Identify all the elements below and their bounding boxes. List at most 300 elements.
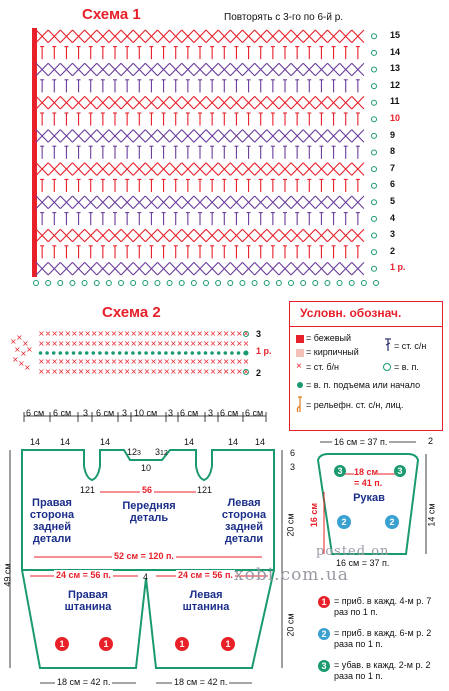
stitch (216, 281, 221, 286)
legend-ch-label: = в. п. (394, 362, 419, 372)
stitch (70, 281, 75, 286)
dim-top-7: 6 см (180, 408, 199, 418)
stitch (204, 281, 209, 286)
stitch (191, 351, 195, 355)
stitch (372, 183, 377, 188)
stitch: × (44, 339, 52, 348)
stitch (46, 281, 51, 286)
label-left-leg: Левая штанина (182, 589, 230, 613)
stitch (78, 351, 82, 355)
stitch (58, 281, 63, 286)
stitch: × (38, 329, 45, 338)
stitch (179, 281, 184, 286)
scheme1-row-2: 2 (390, 245, 396, 256)
stitch: × (229, 329, 237, 338)
scheme2-row-3: 3 (256, 329, 262, 339)
stitch: × (84, 357, 91, 366)
stitch: × (10, 337, 17, 346)
stitch (155, 281, 160, 286)
stitch: × (130, 357, 138, 366)
stitch: × (117, 357, 124, 366)
stitch: × (117, 339, 124, 348)
stitch: × (170, 329, 177, 338)
stitch: × (176, 339, 184, 348)
stitch (313, 281, 318, 286)
stitch (349, 281, 354, 286)
shape-num-121: 121 (80, 485, 96, 495)
sleeve-bottom-dim: 16 см = 37 п. (336, 558, 390, 568)
sleeve-mid-count: = 41 п. (354, 478, 383, 488)
stitch: × (18, 359, 25, 368)
stitch: × (137, 367, 144, 376)
stitch: × (64, 339, 72, 348)
stitch: × (20, 349, 27, 358)
stitch: × (236, 367, 243, 376)
stitch (171, 351, 175, 355)
stitch (372, 100, 377, 105)
stitch (45, 351, 49, 355)
leg-marker-1d: 1 (225, 639, 231, 649)
stitch: × (137, 339, 144, 348)
stitch: × (216, 367, 223, 376)
stitch: × (163, 357, 171, 366)
stitch: × (170, 357, 177, 366)
stitch: × (156, 329, 164, 338)
dim-bottom-right: 18 см = 42 п. (174, 677, 228, 687)
stitch: × (130, 339, 138, 348)
stitch: × (90, 367, 98, 376)
note-1: = приб. в кажд. 4-м р. 7 раз по 1 п. (334, 596, 432, 617)
label-right-back: Правая сторона задней детали (29, 497, 75, 545)
stitch: × (183, 329, 190, 338)
count-14-c: 14 (100, 437, 111, 447)
sleeve-side-2: 2 (428, 436, 434, 446)
label-left-back: Левая сторона задней детали (221, 497, 267, 545)
scheme1-row-14: 14 (390, 46, 401, 57)
stitch: × (189, 329, 197, 338)
stitch (372, 266, 377, 271)
sleeve-side-16: 16 см (309, 502, 320, 528)
stitch (244, 351, 249, 356)
stitch: × (242, 339, 250, 348)
stitch: × (38, 339, 45, 348)
dim-top-2: 3 (83, 408, 89, 418)
stitch: × (26, 345, 33, 354)
stitch: × (196, 367, 204, 376)
stitch (72, 351, 76, 355)
stitch: × (183, 367, 190, 376)
note-2: = приб. в кажд. 6-м р. 2 раза по 1 п. (334, 628, 432, 649)
stitch (252, 281, 257, 286)
stitch: × (236, 329, 243, 338)
stitch: × (143, 357, 151, 366)
sleeve-side-14: 14 см (426, 503, 437, 527)
dim-top-5: 10 см (134, 408, 158, 418)
stitch: × (170, 367, 177, 376)
dim-top-3: 6 см (96, 408, 115, 418)
stitch (224, 351, 228, 355)
stitch: × (222, 339, 230, 348)
stitch: × (189, 367, 197, 376)
stitch: × (51, 339, 58, 348)
stitch (237, 351, 241, 355)
stitch (372, 200, 377, 205)
stitch: × (110, 367, 118, 376)
stitch: × (97, 357, 105, 366)
stitch: × (110, 339, 118, 348)
stitch (337, 281, 342, 286)
dim-h20-bottom: 20 см (285, 613, 296, 637)
stitch: × (156, 367, 164, 376)
stitch (372, 250, 377, 255)
stitch: × (150, 339, 157, 348)
stitch: × (222, 329, 230, 338)
stitch (105, 351, 109, 355)
stitch (32, 28, 37, 277)
stitch: × (123, 357, 131, 366)
note-marker-3: 3 (318, 660, 330, 672)
dim-top-4: 3 (122, 408, 128, 418)
dim-56: 56 (142, 485, 153, 495)
stitch: × (84, 329, 91, 338)
scheme1-row-4: 4 (390, 212, 396, 223)
dim-mid-4: 4 (143, 572, 149, 582)
dim-h49: 49 см (2, 563, 13, 587)
stitch (184, 351, 188, 355)
stitch: × (123, 329, 131, 338)
stitch (374, 281, 379, 286)
stitch: × (130, 329, 138, 338)
stitch: × (110, 329, 118, 338)
stitch: × (71, 367, 78, 376)
stitch (217, 351, 221, 355)
stitch: × (51, 329, 58, 338)
stitch (34, 281, 39, 286)
scheme1-row-11: 11 (390, 96, 400, 107)
stitch: × (209, 339, 217, 348)
sleeve-marker-2a: 2 (341, 517, 347, 527)
stitch: × (176, 329, 184, 338)
stitch: × (203, 367, 210, 376)
leg-marker-1c: 1 (179, 639, 185, 649)
stitch: × (216, 329, 223, 338)
stitch (65, 351, 69, 355)
stitch (230, 351, 234, 355)
dim-h20-top: 20 см (285, 513, 296, 537)
stitch (191, 281, 196, 286)
stitch: × (222, 367, 230, 376)
stitch: × (57, 357, 65, 366)
sleeve-label: Рукав (353, 492, 385, 504)
stitch: × (143, 339, 151, 348)
dim-height-6: 6 (290, 448, 296, 458)
stitch: × (104, 339, 111, 348)
shape-num-32: 312 (155, 447, 168, 457)
stitch (177, 351, 181, 355)
shape-num-10: 10 (141, 463, 152, 473)
stitch: × (44, 357, 52, 366)
stitch (301, 281, 306, 286)
stitch (164, 351, 168, 355)
stitch: × (137, 357, 144, 366)
shape-num-121-b: 121 (197, 485, 213, 495)
stitch (372, 50, 377, 55)
stitch (372, 117, 377, 122)
dim-total-width: 52 см = 120 п. (114, 551, 174, 561)
stitch: × (24, 363, 31, 372)
sleeve-marker-3b: 3 (397, 466, 403, 476)
legend-turning-label: = в. п. подъема или начало (306, 380, 421, 390)
dim-top-10: 6 см (245, 408, 264, 418)
stitch: × (90, 329, 98, 338)
stitch: × (22, 339, 29, 348)
stitch (92, 351, 96, 355)
stitch: × (176, 357, 184, 366)
stitch (82, 281, 87, 286)
stitch: × (236, 339, 243, 348)
dim-leg-right: 24 см = 56 п. (178, 570, 233, 580)
dim-top-0: 6 см (26, 408, 45, 418)
stitch (372, 167, 377, 172)
stitch: × (97, 339, 105, 348)
stitch: × (203, 357, 210, 366)
stitch: × (104, 329, 111, 338)
stitch: × (209, 367, 217, 376)
scheme1-title: Схема 1 (82, 6, 141, 23)
stitch: × (150, 367, 157, 376)
stitch: × (150, 357, 157, 366)
stitch: × (123, 367, 131, 376)
stitch (151, 351, 155, 355)
sc-symbol-icon: × (296, 361, 302, 372)
watermark-line1: posted on (316, 544, 390, 559)
shape-num-12: 123 (127, 447, 141, 457)
stitch: × (64, 357, 72, 366)
stitch: × (216, 339, 223, 348)
stitch (228, 281, 233, 286)
stitch (59, 351, 63, 355)
stitch: × (123, 339, 131, 348)
stitch (210, 351, 214, 355)
stitch: × (183, 339, 190, 348)
ch-symbol-icon (383, 363, 391, 371)
scheme1-repeat-note: Повторять с 3-го по 6-й р. (224, 12, 344, 23)
stitch: × (57, 339, 65, 348)
stitch (125, 351, 129, 355)
stitch (144, 351, 148, 355)
stitch: × (71, 329, 78, 338)
scheme2-row-2: 2 (256, 368, 262, 378)
stitch (85, 351, 89, 355)
stitch: × (229, 367, 237, 376)
stitch (143, 281, 148, 286)
stitch: × (77, 357, 85, 366)
dim-top-6: 3 (168, 408, 174, 418)
stitch: × (14, 345, 21, 354)
label-right-leg: Правая штанина (64, 589, 112, 613)
scheme1-row-9: 9 (390, 129, 396, 140)
scheme1-row-5: 5 (390, 196, 396, 206)
dim-height-3: 3 (290, 462, 296, 472)
stitch: × (51, 367, 58, 376)
stitch: × (170, 339, 177, 348)
note-marker-2: 2 (318, 628, 330, 640)
stitch: × (57, 367, 65, 376)
scheme1-row-15: 15 (390, 30, 401, 40)
count-14-e: 14 (228, 437, 239, 447)
sleeve-marker-2b: 2 (389, 517, 395, 527)
scheme1-row-8: 8 (390, 146, 396, 157)
scheme1-row-3: 3 (390, 229, 396, 240)
stitch: × (196, 329, 204, 338)
stitch: × (71, 339, 78, 348)
stitch: × (12, 355, 19, 364)
stitch: × (97, 367, 105, 376)
scheme2-chart (6, 326, 252, 382)
stitch: × (189, 357, 197, 366)
stitch: × (176, 367, 184, 376)
stitch: × (143, 329, 151, 338)
stitch (131, 351, 135, 355)
stitch (372, 67, 377, 72)
stitch: × (51, 357, 58, 366)
count-14-f: 14 (255, 437, 266, 447)
stitch (158, 351, 162, 355)
legend-dc-label: = ст. с/н (394, 341, 427, 351)
stitch (119, 281, 124, 286)
stitch: × (44, 367, 52, 376)
stitch: × (84, 339, 91, 348)
stitch (167, 281, 172, 286)
dim-leg-left: 24 см = 56 п. (56, 570, 111, 580)
stitch: × (64, 367, 72, 376)
stitch: × (90, 357, 98, 366)
stitch: × (38, 357, 45, 366)
stitch: × (183, 357, 190, 366)
stitch: × (64, 329, 72, 338)
dim-top-8: 3 (208, 408, 214, 418)
stitch: × (196, 357, 204, 366)
stitch: × (242, 367, 250, 376)
stitch (204, 351, 208, 355)
stitch: × (150, 329, 157, 338)
stitch: × (104, 357, 111, 366)
legend-box (289, 301, 443, 431)
dc-symbol-icon (384, 338, 392, 352)
legend-brick-label: = кирпичный (306, 347, 359, 357)
stitch (361, 281, 366, 286)
stitch: × (117, 367, 124, 376)
stitch (52, 351, 56, 355)
stitch (240, 281, 245, 286)
note-3: = убав. в кажд. 2-м р. 2 раза по 1 п. (334, 660, 431, 681)
dim-top-1: 6 см (53, 408, 72, 418)
legend-title: Условн. обознач. (300, 306, 402, 320)
scheme1-row-12: 12 (390, 79, 401, 90)
leg-marker-1b: 1 (103, 639, 109, 649)
stitch (39, 351, 43, 355)
scheme2-row-1: 1 р. (256, 346, 272, 356)
sleeve-top-dim: 16 см = 37 п. (334, 437, 388, 447)
count-14-a: 14 (30, 437, 41, 447)
stitch (372, 150, 377, 155)
scheme1-row-10: 10 (390, 113, 401, 123)
stitch: × (44, 329, 52, 338)
stitch: × (57, 329, 65, 338)
stitch (118, 351, 122, 355)
leg-marker-1a: 1 (59, 639, 65, 649)
scheme1-row-13: 13 (390, 63, 401, 74)
stitch (131, 281, 136, 286)
stitch: × (71, 357, 78, 366)
stitch (106, 281, 111, 286)
label-front: Передняя деталь (122, 500, 176, 524)
stitch: × (163, 339, 171, 348)
dim-bottom-left: 18 см = 42 п. (57, 677, 111, 687)
scheme2-title: Схема 2 (102, 304, 161, 321)
legend-swatch-brick (296, 349, 304, 357)
stitch: × (110, 357, 118, 366)
stitch (264, 281, 269, 286)
stitch: × (222, 357, 230, 366)
stitch (94, 281, 99, 286)
stitch: × (104, 367, 111, 376)
garment-schematic (0, 400, 290, 691)
scheme1-row-7: 7 (390, 162, 396, 173)
scheme1-row-6: 6 (390, 179, 396, 190)
sleeve-mid-dim: 18 см (354, 467, 379, 477)
note-marker-1: 1 (318, 596, 330, 608)
stitch: × (229, 357, 237, 366)
stitch: × (209, 329, 217, 338)
stitch (372, 216, 377, 221)
relief-dc-icon (295, 396, 305, 414)
stitch: × (90, 339, 98, 348)
scheme1-row-numbers (388, 30, 418, 280)
stitch (197, 351, 201, 355)
stitch: × (189, 339, 197, 348)
stitch (372, 133, 377, 138)
watermark-line2: xobi.com.ua (234, 565, 349, 585)
stitch: × (203, 329, 210, 338)
legend-relief-label: = рельефн. ст. с/н, лиц. (306, 400, 404, 410)
stitch: × (84, 367, 91, 376)
legend-swatch-beige (296, 335, 304, 343)
stitch: × (236, 357, 243, 366)
stitch (372, 84, 377, 89)
stitch: × (156, 339, 164, 348)
stitch: × (229, 339, 237, 348)
stitch (138, 351, 142, 355)
legend-sc-label: = ст. б/н (306, 362, 340, 372)
stitch: × (117, 329, 124, 338)
stitch: × (242, 329, 250, 338)
stitch: × (38, 367, 45, 376)
stitch: × (137, 329, 144, 338)
legend-divider (290, 326, 442, 327)
stitch (372, 233, 377, 238)
stitch: × (196, 339, 204, 348)
stitch: × (16, 333, 23, 342)
turning-ch-icon (297, 382, 303, 388)
count-14-b: 14 (60, 437, 71, 447)
stitch (289, 281, 294, 286)
stitch (111, 351, 115, 355)
stitch: × (209, 357, 217, 366)
sleeve-marker-3a: 3 (337, 466, 343, 476)
count-14-d: 14 (184, 437, 195, 447)
stitch: × (77, 329, 85, 338)
